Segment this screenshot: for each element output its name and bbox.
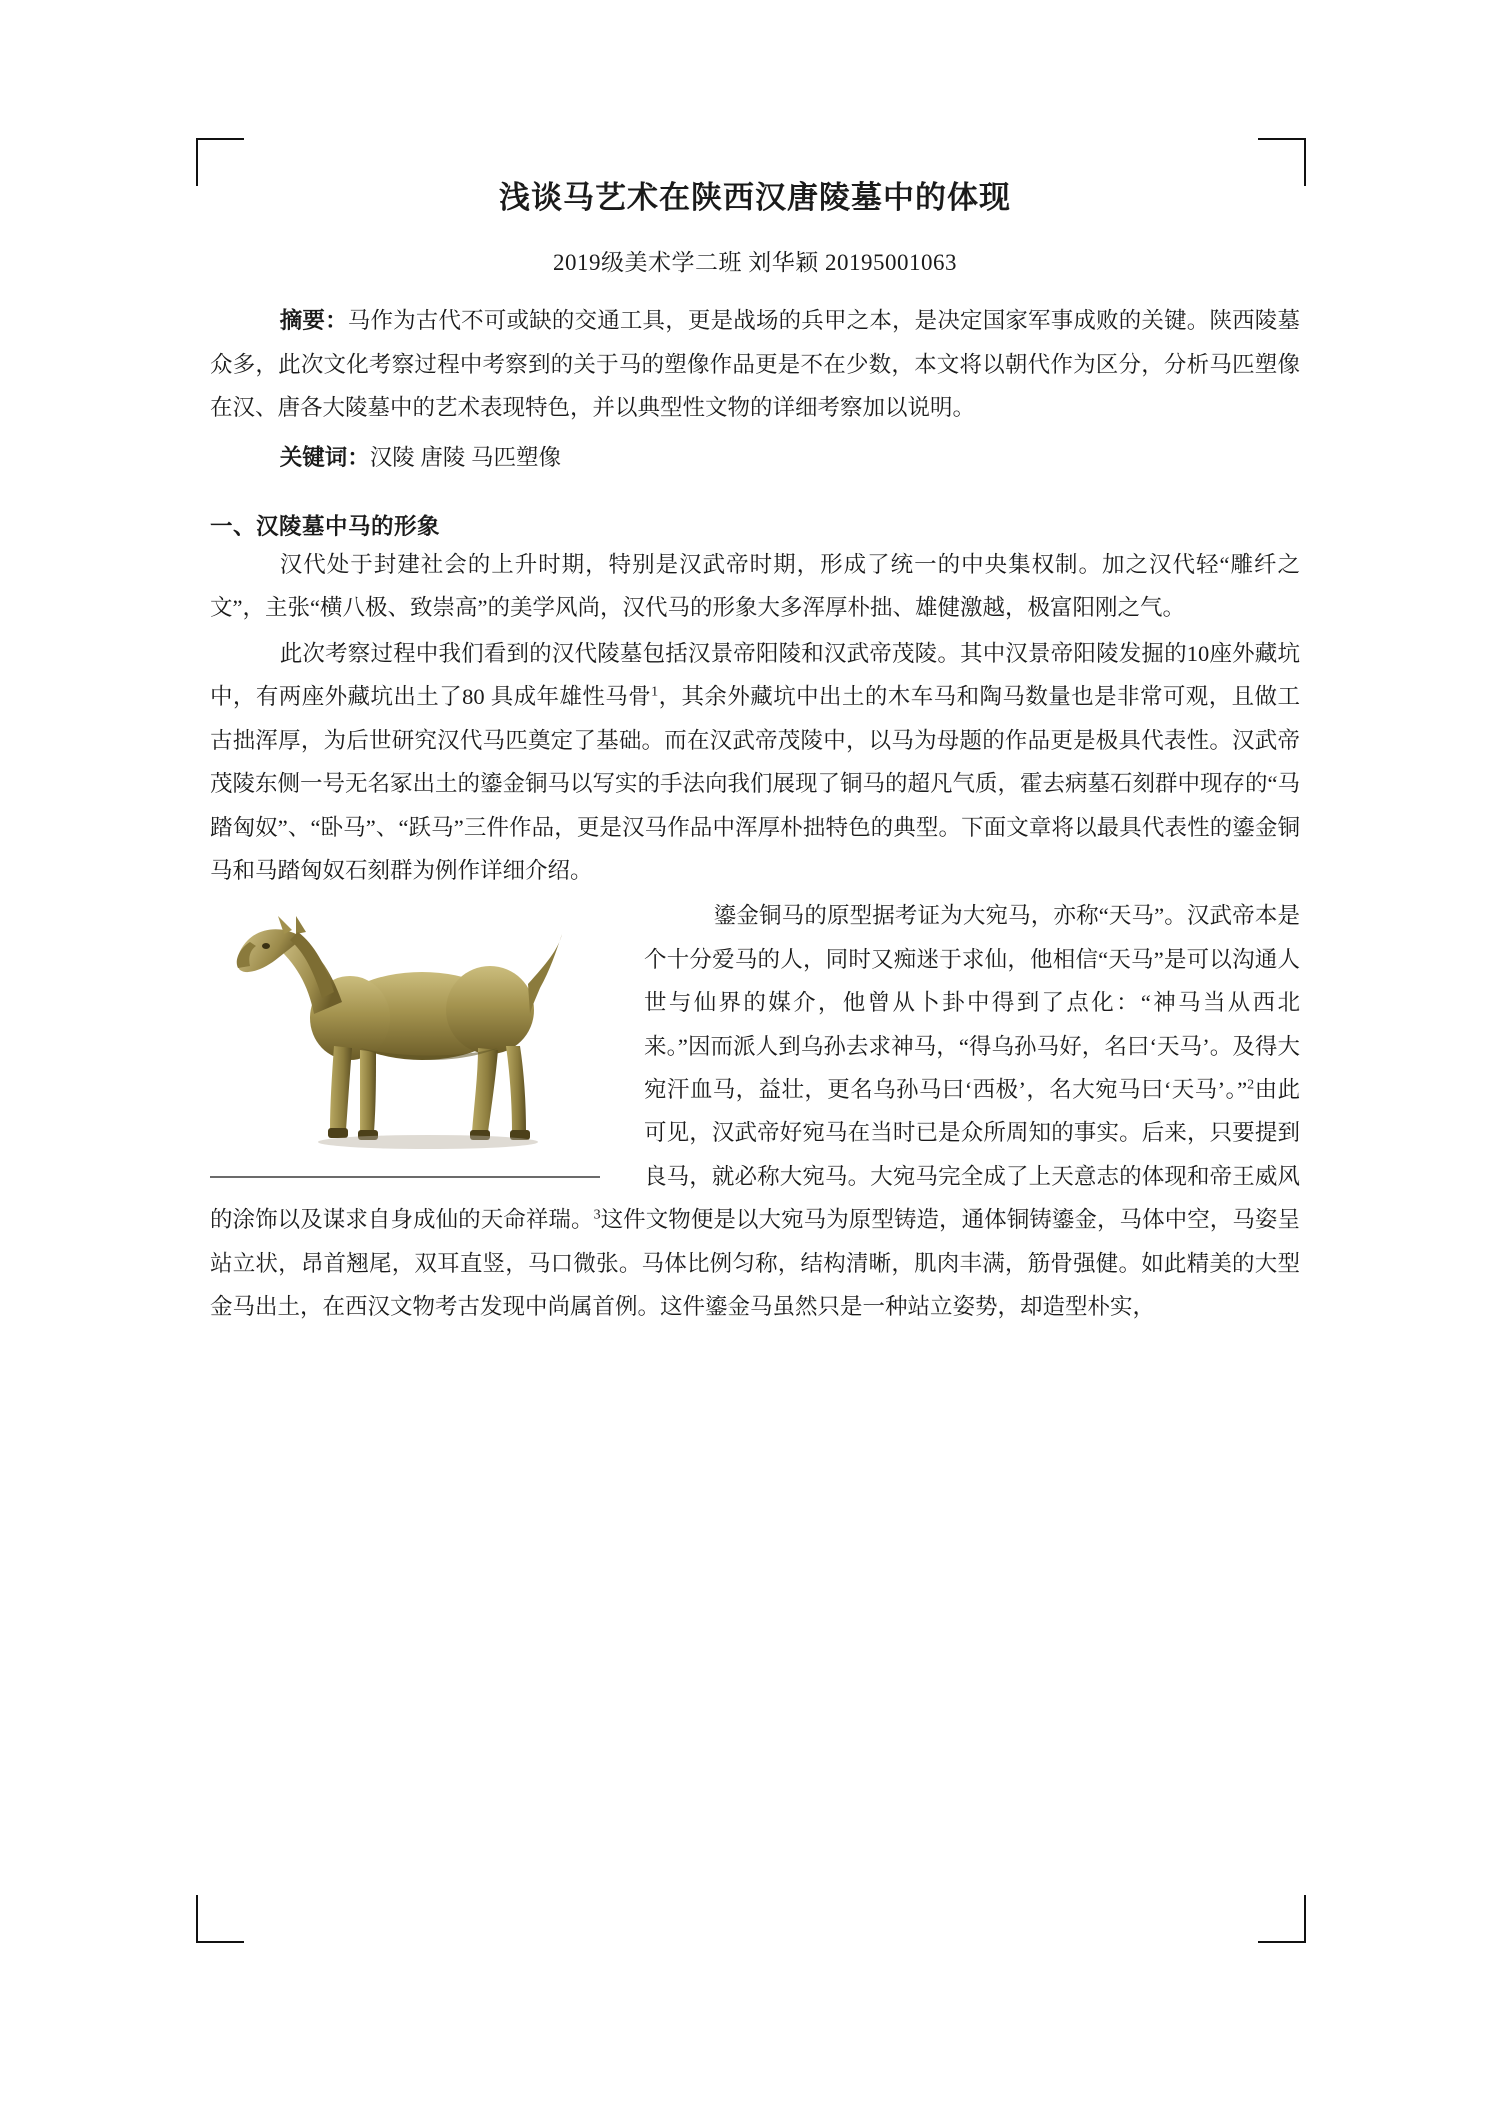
author-line: 2019级美术学二班 刘华颖 20195001063	[553, 250, 957, 276]
paragraph-two	[210, 632, 1300, 893]
paragraph-two-part-a: 此次考察过程中我们看到的汉代陵墓包括汉景帝阳陵和汉武帝茂陵。其中汉景帝阳陵发掘的10座外藏坑中，有两座外藏坑出土了80 具成年雄性马骨	[210, 640, 1300, 710]
page-title: 浅谈马艺术在陕西汉唐陵墓中的体现	[499, 180, 1011, 215]
crop-mark-bottom-left	[196, 1895, 244, 1943]
keywords-text: 汉陵 唐陵 马匹塑像	[369, 444, 562, 470]
footnote-ref-1: 1	[651, 684, 659, 700]
section-heading-one: 一、汉陵墓中马的形象	[210, 513, 441, 539]
paragraph-one: 汉代处于封建社会的上升时期，特别是汉武帝时期，形成了统一的中央集权制。加之汉代轻“雕纤之文”，主张“横八极、致崇高”的美学风尚，汉代马的形象大多浑厚朴拙、雄健激越，极富阳刚之气。	[210, 551, 1300, 621]
footnote-ref-3: 3	[593, 1207, 601, 1223]
figure-and-paragraph-three	[210, 894, 1300, 1330]
figure-divider-rule	[210, 1176, 600, 1178]
paragraph-three-part-c: 这件文物便是以大宛马为原型铸造，通体铜铸鎏金，马体中空，马姿呈站立状，昂首翘尾，双耳直竖，马口微张。马体比例匀称，结构清晰，肌肉丰满，筋骨强健。如此精美的大型金马出土，在西汉文物考古发现中尚属首例。这件鎏金马虽然只是一种站立姿势，却造型朴实，	[210, 1207, 1300, 1320]
horse-illustration-icon	[210, 906, 618, 1174]
figure-gilt-bronze-horse	[210, 906, 618, 1178]
abstract-label: 摘要：	[279, 308, 348, 334]
paragraph-two-part-b: ，其余外藏坑中出土的木车马和陶马数量也是非常可观，且做工古拙浑厚，为后世研究汉代马匹奠定了基础。而在汉武帝茂陵中，以马为母题的作品更是极具代表性。汉武帝茂陵东侧一号无名冢出土的鎏金铜马以写实的手法向我们展现了铜马的超凡气质，霍去病墓石刻群中现存的“马踏匈奴”、“卧马”、“跃马”三件作品，更是汉马作品中浑厚朴拙特色的典型。下面文章将以最具代表性的鎏金铜马和马踏匈奴石刻群为例作详细介绍。	[210, 684, 1300, 883]
keywords-line	[210, 436, 1300, 479]
footnote-ref-2: 2	[1247, 1077, 1255, 1093]
document-content	[210, 178, 1300, 1331]
keywords-label: 关键词：	[279, 444, 370, 470]
abstract-text: 马作为古代不可或缺的交通工具，更是战场的兵甲之本，是决定国家军事成败的关键。陕西陵墓众多，此次文化考察过程中考察到的关于马的塑像作品更是不在少数，本文将以朝代作为区分，分析马匹塑像在汉、唐各大陵墓中的艺术表现特色，并以典型性文物的详细考察加以说明。	[210, 308, 1300, 421]
figure-image	[210, 906, 618, 1174]
crop-mark-bottom-right	[1258, 1895, 1306, 1943]
paragraph-three-part-a: 鎏金铜马的原型据考证为大宛马，亦称“天马”。汉武帝本是个十分爱马的人，同时又痴迷于求仙，他相信“天马”是可以沟通人世与仙界的媒介，他曾从卜卦中得到了点化：“神马当从西北来。”因而派人到乌孙去求神马，“得乌孙马好，名曰‘天马’。及得大宛汗血马，益壮，更名乌孙马曰‘西极’，名大宛马曰‘天马’。”	[644, 903, 1300, 1103]
abstract-paragraph	[210, 299, 1300, 429]
paragraph-three-part-b: 由此可见，汉武帝好宛马在当时已是众所周知的事实。后来，只要提到良马，就必称大宛马。大宛马完全成了上天意志的体现和帝王威风的涂饰以及谋求自身成仙的天命祥瑞。	[210, 1077, 1300, 1233]
